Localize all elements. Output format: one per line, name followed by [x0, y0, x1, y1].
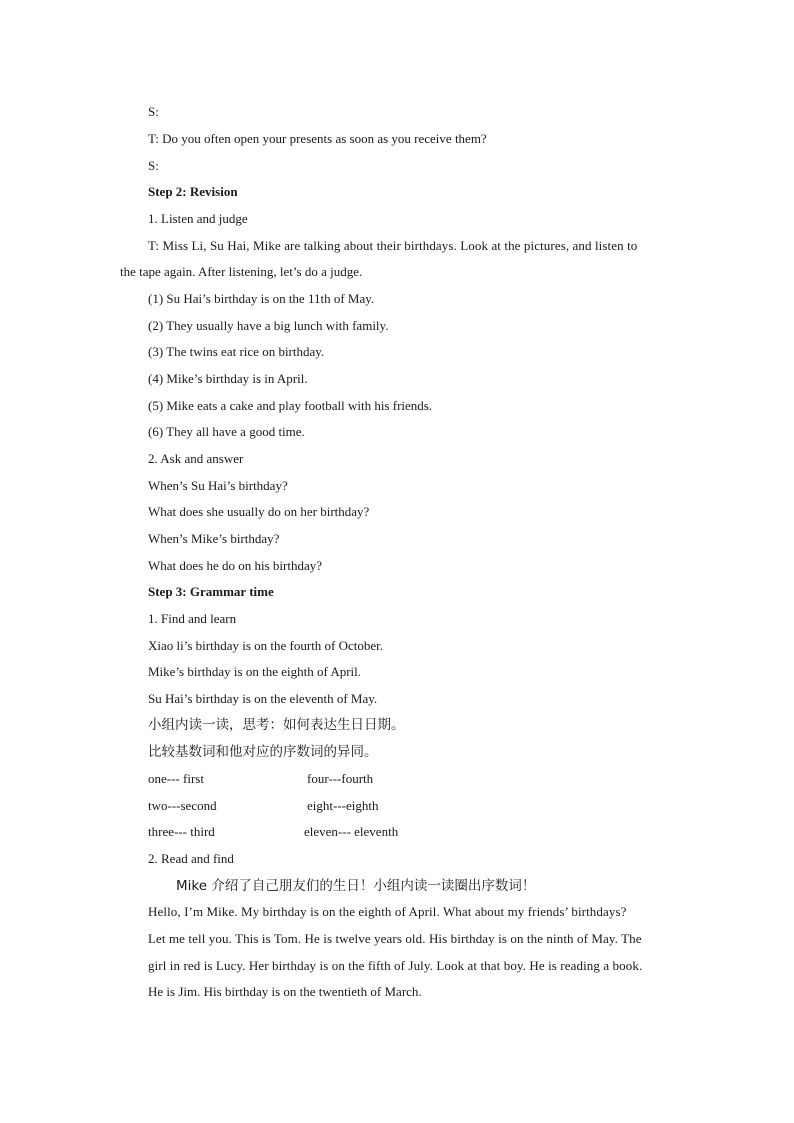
activity-heading: 2. Ask and answer — [148, 451, 244, 466]
teacher-instruction: T: Miss Li, Su Hai, Mike are talking about their birthdays. Look at the pictures, and listen to — [148, 238, 638, 253]
question-line: When’s Mike’s birthday? — [148, 531, 280, 546]
activity-heading: 1. Find and learn — [148, 611, 237, 626]
judge-item: (5) Mike eats a cake and play football with his friends. — [148, 398, 433, 413]
judge-item: (6) They all have a good time. — [148, 424, 305, 439]
activity-heading: 2. Read and find — [148, 851, 234, 866]
judge-item: (2) They usually have a big lunch with family. — [148, 318, 389, 333]
student-response-line: S: — [148, 104, 159, 119]
judge-item: (3) The twins eat rice on birthday. — [148, 344, 325, 359]
teacher-question: T: Do you often open your presents as soon as you receive them? — [148, 131, 487, 146]
chinese-instruction: 小组内读一读，思考：如何表达生日日期。 — [148, 717, 405, 733]
question-line: When’s Su Hai’s birthday? — [148, 478, 288, 493]
question-line: What does she usually do on her birthday? — [148, 504, 370, 519]
judge-item: (4) Mike’s birthday is in April. — [148, 371, 308, 386]
cardinal-ordinal-left: two---second — [148, 798, 217, 813]
judge-item: (1) Su Hai’s birthday is on the 11th of May. — [148, 291, 375, 306]
example-sentence: Su Hai’s birthday is on the eleventh of May. — [148, 691, 378, 706]
chinese-instruction: Mike 介绍了自己朋友们的生日！小组内读一读圈出序数词！ — [176, 878, 536, 894]
cardinal-ordinal-right: eleven--- eleventh — [304, 824, 399, 839]
cardinal-ordinal-right: eight---eighth — [307, 798, 379, 813]
student-response-line: S: — [148, 158, 159, 173]
question-line: What does he do on his birthday? — [148, 558, 323, 573]
teacher-instruction-continued: the tape again. After listening, let’s do a judge. — [120, 264, 363, 279]
cardinal-ordinal-left: one--- first — [148, 771, 204, 786]
example-sentence: Xiao li’s birthday is on the fourth of October. — [148, 638, 384, 653]
step-3-heading: Step 3: Grammar time — [148, 584, 274, 599]
number-pair-row — [148, 797, 379, 815]
cardinal-ordinal-left: three--- third — [148, 824, 215, 839]
passage-line: He is Jim. His birthday is on the twentieth of March. — [148, 984, 422, 999]
cardinal-ordinal-right: four---fourth — [307, 771, 374, 786]
passage-line: girl in red is Lucy. Her birthday is on the fifth of July. Look at that boy. He is reading a book. — [148, 958, 643, 973]
passage-line: Let me tell you. This is Tom. He is twelve years old. His birthday is on the ninth of May. The — [148, 931, 642, 946]
passage-line: Hello, I’m Mike. My birthday is on the eighth of April. What about my friends’ birthdays? — [148, 904, 627, 919]
activity-heading: 1. Listen and judge — [148, 211, 248, 226]
number-pair-row — [148, 770, 374, 788]
step-2-heading: Step 2: Revision — [148, 184, 238, 199]
number-pair-row — [148, 823, 399, 841]
example-sentence: Mike’s birthday is on the eighth of April. — [148, 664, 362, 679]
chinese-instruction: 比较基数词和他对应的序数词的异同。 — [148, 744, 378, 760]
